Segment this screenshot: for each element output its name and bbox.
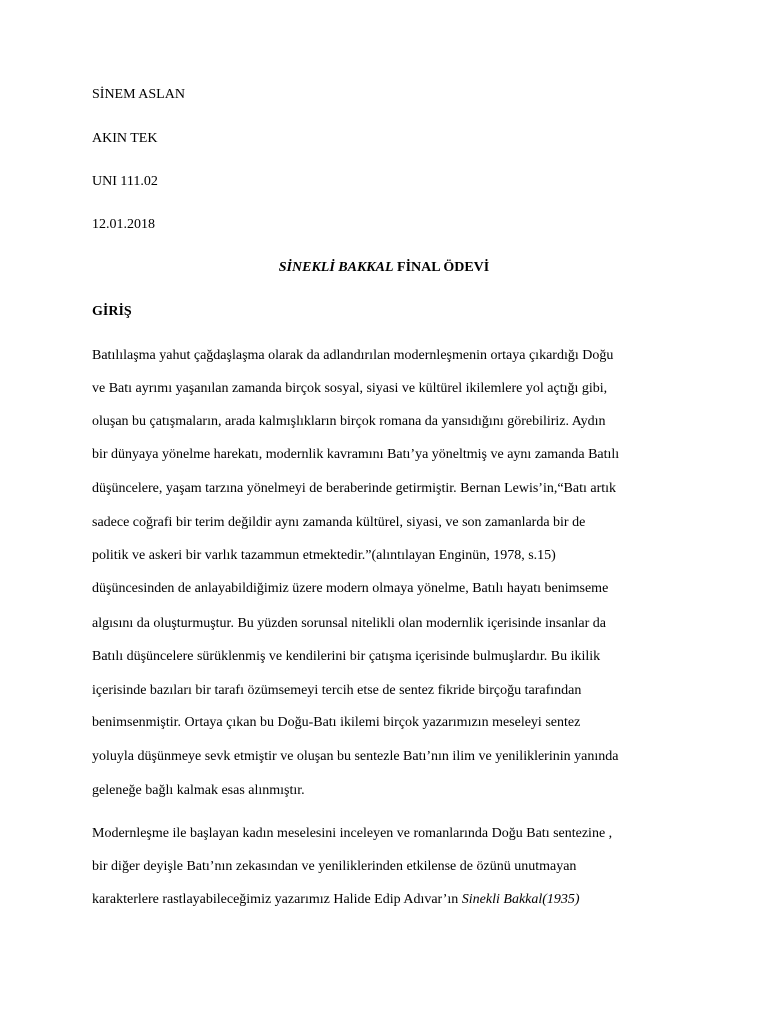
paragraph2-line (92, 892, 580, 908)
section-heading: GİRİŞ (92, 304, 132, 319)
paragraph1-line: Batılı düşüncelere sürüklenmiş ve kendilerini bir çatışma içerisinde bulmuşlardır. Bu ikilik (92, 649, 601, 664)
paragraph1-line: geleneğe bağlı kalmak esas alınmıştır. (92, 783, 305, 798)
paragraph1-line: algısını da oluşturmuştur. Bu yüzden sorunsal nitelikli olan modernlik içerisinde insanlar da (92, 616, 607, 631)
student-name: SİNEM ASLAN (92, 87, 185, 102)
paragraph1-line: ve Batı ayrımı yaşanılan zamanda birçok sosyal, siyasi ve kültürel ikilemlere yol açtığı gibi, (92, 381, 608, 396)
paragraph1-line: sadece coğrafi bir terim değildir aynı zamanda kültürel, siyasi, ve son zamanlarda bir de (92, 515, 586, 530)
paragraph2-last-text: karakterlere rastlayabileceğimiz yazarımız Halide Edip Adıvar’ın (92, 892, 462, 907)
title-rest: FİNAL ÖDEVİ (393, 260, 490, 275)
paragraph1-line: düşüncelere, yaşam tarzına yönelmeyi de beraberinde getirmiştir. Bernan Lewis’in,“Batı artık (92, 481, 617, 496)
paragraph1-line: içerisinde bazıları bir tarafı özümsemeyi tercih etse de sentez fikride birçoğu tarafından (92, 683, 582, 698)
paragraph1-line: bir dünyaya yönelme harekatı, modernlik kavramını Batı’ya yöneltmiş ve aynı zamanda Batılı (92, 447, 620, 462)
title-book-name: SİNEKLİ BAKKAL (278, 260, 394, 275)
paragraph1-line: politik ve askeri bir varlık tazammun etmektedir.”(alıntılayan Enginün, 1978, s.15) (92, 548, 556, 563)
instructor-name: AKIN TEK (92, 131, 158, 146)
paragraph1-line: düşüncesinden de anlayabildiğimiz üzere modern olmaya yönelme, Batılı hayatı benimseme (92, 581, 609, 596)
paragraph1-line: oluşan bu çatışmaların, arada kalmışlıkların birçok romana da yansıdığını görebiliriz. Aydın (92, 414, 606, 429)
book-reference: Sinekli Bakkal(1935) (461, 892, 580, 907)
paragraph1-line: Batılılaşma yahut çağdaşlaşma olarak da adlandırılan modernleşmenin ortaya çıkardığı Doğu (92, 348, 614, 363)
document-title (0, 260, 768, 276)
course-code: UNI 111.02 (92, 174, 158, 189)
date: 12.01.2018 (92, 217, 155, 232)
paragraph2-line: Modernleşme ile başlayan kadın meselesini inceleyen ve romanlarında Doğu Batı sentezine , (92, 826, 613, 841)
paragraph1-line: benimsenmiştir. Ortaya çıkan bu Doğu-Batı ikilemi birçok yazarımızın meseleyi sentez (92, 715, 581, 730)
paragraph2-line: bir diğer deyişle Batı’nın zekasından ve yeniliklerinden etkilense de özünü unutmayan (92, 859, 577, 874)
paragraph1-line: yoluyla düşünmeye sevk etmiştir ve oluşan bu sentezle Batı’nın ilim ve yeniliklerinin yanında (92, 749, 619, 764)
